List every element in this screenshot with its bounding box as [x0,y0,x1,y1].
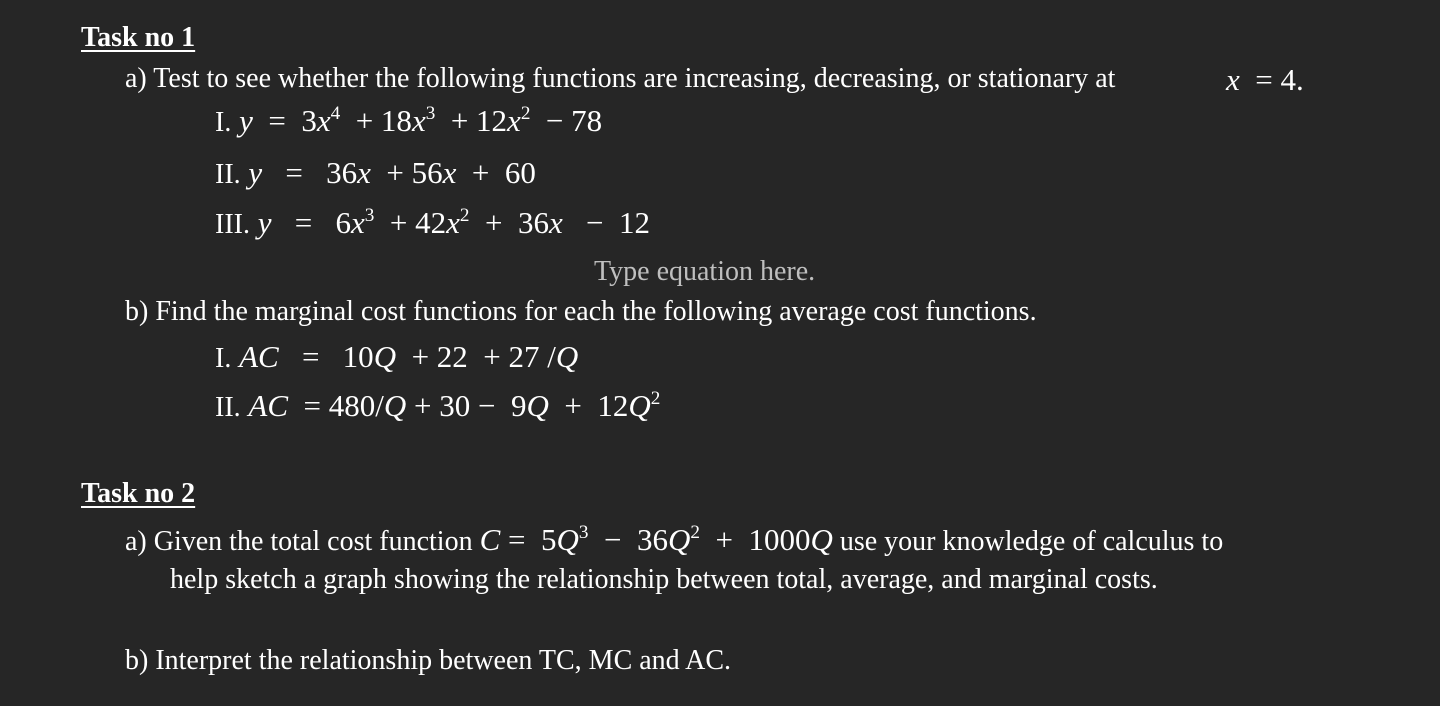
equation-placeholder[interactable]: Type equation here. [594,256,816,287]
equation-1: I. $y = 3x^4 + 18x^3 + 12x^2 - 78$ [215,103,603,138]
equation-3: III. $y = 6x^3 + 42x^2 + 36x - 12$ [215,205,650,240]
task1-part-a-condition: x = 4. [1226,62,1304,97]
equation-2: II. y = 36x + 56x + 60 [215,155,536,190]
task1-part-a-text: a) Test to see whether the following functions are increasing, decreasing, or stationary at [125,63,1116,94]
task1-part-b-text: b) Find the marginal cost functions for each the following average cost functions. [125,296,1037,327]
task2-part-a-line1: a) Given the total cost function $C = 5Q^3 - 36Q^2 + 1000Q$ use your knowledge of calculus to [125,522,1224,557]
task2-part-b-text: b) Interpret the relationship between TC, MC and AC. [125,645,732,676]
task2-heading: Task no 2 [81,478,196,509]
task1-heading: Task no 1 [81,22,196,53]
average-cost-2: II. AC = $480/Q + 30 - 9Q + 12Q^2$ [215,388,661,423]
average-cost-1: I. AC = 10Q + 22 + 27 /Q [215,339,579,374]
task2-part-a-line2: help sketch a graph showing the relationship between total, average, and marginal costs. [170,564,1158,595]
total-cost-function: $C = 5Q^3 - 36Q^2 + 1000Q$ [479,522,833,557]
